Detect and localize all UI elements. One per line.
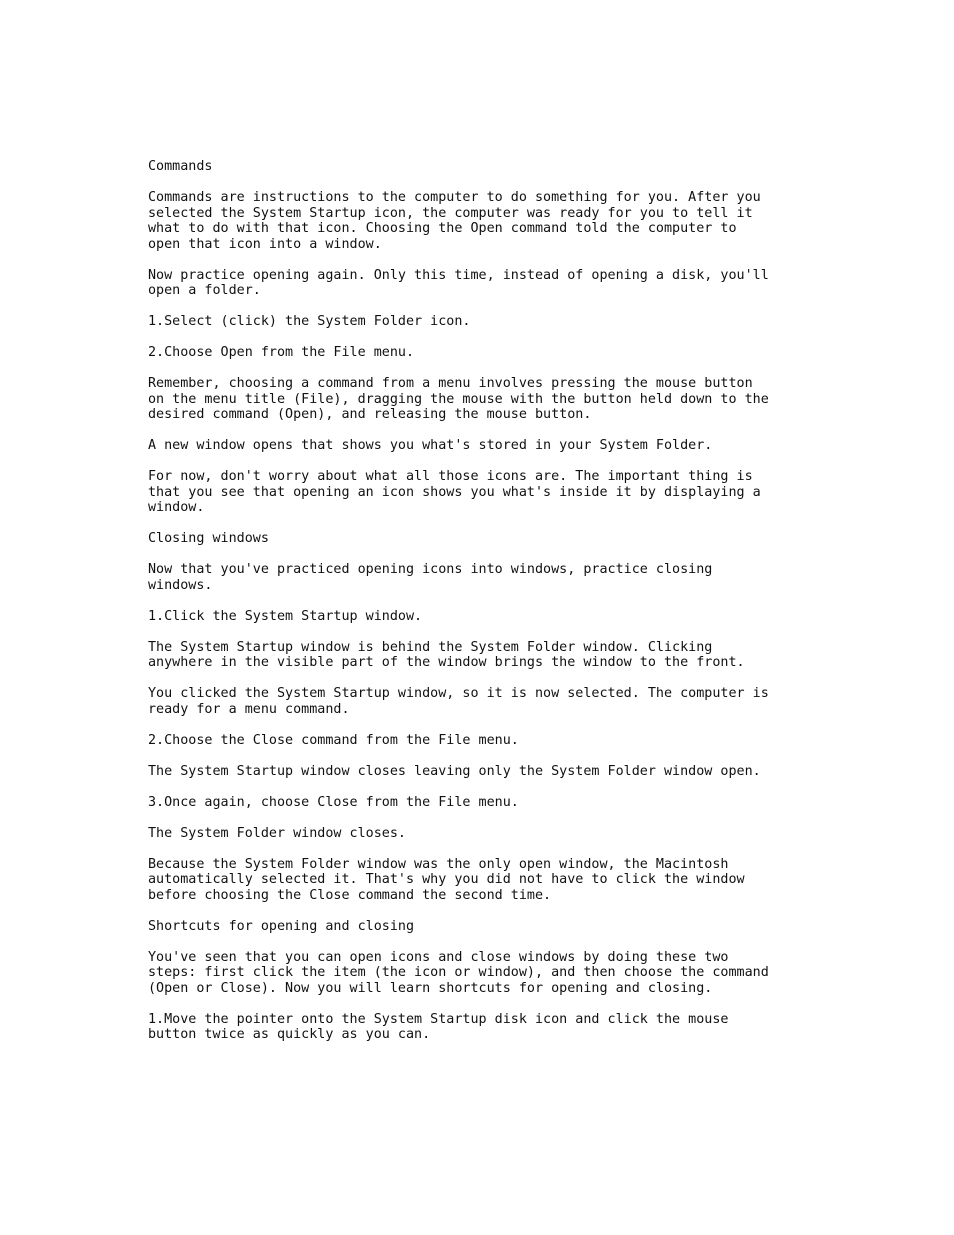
text-line: before choosing the Close command the second time. xyxy=(148,887,552,903)
text-line: 3.Once again, choose Close from the File menu. xyxy=(148,794,519,810)
body-paragraph xyxy=(148,438,848,454)
text-line: Closing windows xyxy=(148,531,269,546)
text-line: windows. xyxy=(148,577,213,593)
text-line: The System Startup window is behind the System Folder window. Clicking xyxy=(148,639,713,655)
text-line: automatically selected it. That's why you did not have to click the window xyxy=(148,872,745,887)
text-line: ready for a menu command. xyxy=(148,701,350,717)
section-heading xyxy=(148,531,848,547)
text-line: You've seen that you can open icons and close windows by doing these two xyxy=(148,949,729,965)
body-paragraph xyxy=(148,686,848,717)
text-line: open a folder. xyxy=(148,283,261,298)
text-line: window. xyxy=(148,500,205,515)
text-line: 2.Choose the Close command from the File menu. xyxy=(148,732,519,748)
instruction-step xyxy=(148,795,848,811)
text-line: button twice as quickly as you can. xyxy=(148,1027,431,1042)
instruction-step xyxy=(148,314,848,330)
instruction-step xyxy=(148,609,848,625)
text-line: Shortcuts for opening and closing xyxy=(148,918,415,934)
body-paragraph xyxy=(148,268,848,299)
instruction-step xyxy=(148,1012,848,1043)
text-line: The System Folder window closes. xyxy=(148,825,406,841)
text-line: You clicked the System Startup window, so it is now selected. The computer is xyxy=(148,686,769,701)
text-line: Because the System Folder window was the only open window, the Macintosh xyxy=(148,856,729,872)
body-paragraph xyxy=(148,376,848,423)
text-line: what to do with that icon. Choosing the Open command told the computer to xyxy=(148,221,737,236)
text-line: 1.Select (click) the System Folder icon. xyxy=(148,314,471,329)
text-line: on the menu title (File), dragging the mouse with the button held down to the xyxy=(148,391,769,407)
text-line: For now, don't worry about what all those icons are. The important thing is xyxy=(148,469,753,484)
text-line: The System Startup window closes leaving only the System Folder window open. xyxy=(148,763,761,779)
text-line: steps: first click the item (the icon or window), and then choose the command xyxy=(148,965,769,980)
document-page xyxy=(148,159,848,1058)
instruction-step xyxy=(148,733,848,749)
text-line: Now practice opening again. Only this time, instead of opening a disk, you'll xyxy=(148,267,769,283)
body-paragraph xyxy=(148,469,848,516)
section-heading xyxy=(148,919,848,935)
text-line: 1.Move the pointer onto the System Startup disk icon and click the mouse xyxy=(148,1011,729,1027)
body-paragraph xyxy=(148,764,848,780)
text-line: desired command (Open), and releasing the mouse button. xyxy=(148,407,592,422)
body-paragraph xyxy=(148,562,848,593)
body-paragraph xyxy=(148,857,848,904)
body-paragraph xyxy=(148,190,848,252)
text-line: anywhere in the visible part of the window brings the window to the front. xyxy=(148,655,745,670)
text-line: Commands are instructions to the computer to do something for you. After you xyxy=(148,190,761,205)
body-paragraph xyxy=(148,950,848,997)
text-line: open that icon into a window. xyxy=(148,236,382,252)
text-line: selected the System Startup icon, the computer was ready for you to tell it xyxy=(148,205,753,221)
text-line: Commands xyxy=(148,159,213,174)
text-line: (Open or Close). Now you will learn shortcuts for opening and closing. xyxy=(148,980,713,996)
section-heading xyxy=(148,159,848,175)
body-paragraph xyxy=(148,826,848,842)
text-line: Remember, choosing a command from a menu involves pressing the mouse button xyxy=(148,376,753,391)
text-line: 1.Click the System Startup window. xyxy=(148,608,423,624)
instruction-step xyxy=(148,345,848,361)
text-line: A new window opens that shows you what's stored in your System Folder. xyxy=(148,438,713,453)
text-line: that you see that opening an icon shows you what's inside it by displaying a xyxy=(148,484,761,500)
body-paragraph xyxy=(148,640,848,671)
text-line: Now that you've practiced opening icons into windows, practice closing xyxy=(148,562,713,577)
text-line: 2.Choose Open from the File menu. xyxy=(148,345,415,360)
